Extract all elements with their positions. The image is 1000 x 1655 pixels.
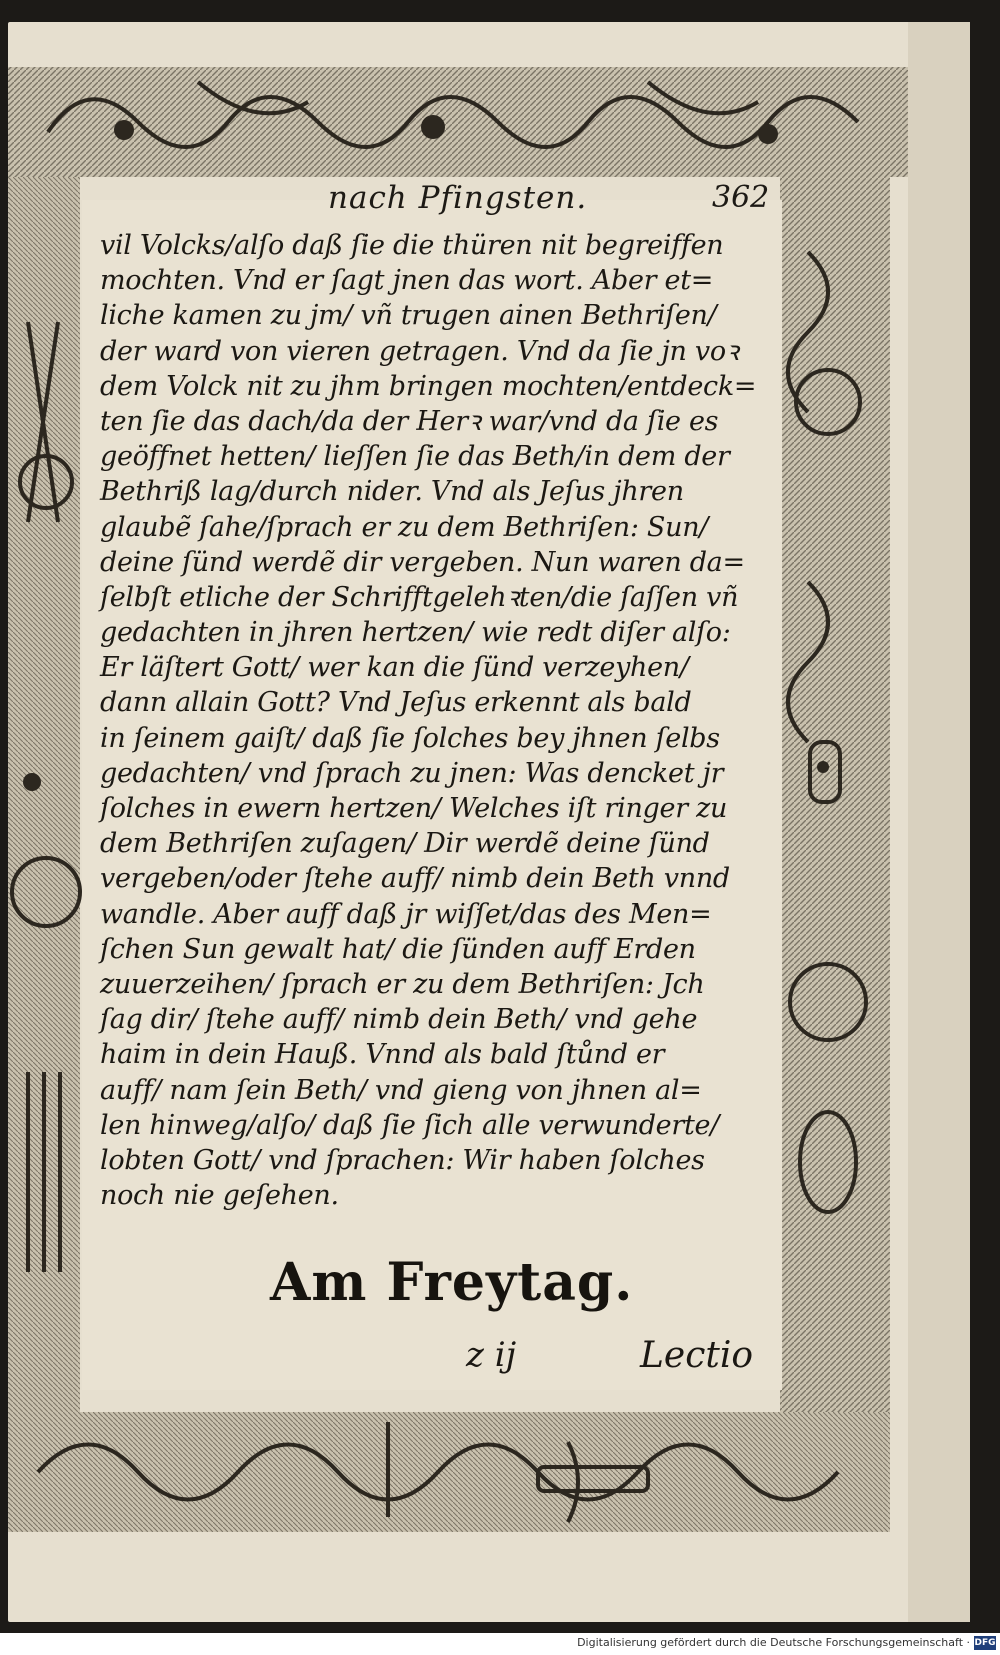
text-line: dann allain Gott? Vnd Jeſus erkennt als bald <box>100 687 692 719</box>
text-line: len hinweg/alſo/ daß ſie ſich alle verwunderte/ <box>100 1109 719 1141</box>
text-line: haim in dein Hauß. Vnnd als bald ſtůnd er <box>100 1039 665 1071</box>
section-heading: Am Freytag. <box>270 1252 634 1313</box>
text-line: gedachten in jhren hertzen/ wie redt diſer alſo: <box>100 617 731 649</box>
running-head: nach Pfingsten. <box>328 180 588 216</box>
text-line: auff/ nam ſein Beth/ vnd gieng von jhnen al= <box>100 1074 702 1106</box>
text-line: ſchen Sun gewalt hat/ die ſünden auff Erden <box>100 933 696 965</box>
text-line: lobten Gott/ vnd ſprachen: Wir haben ſolches <box>100 1144 705 1176</box>
text-line: liche kamen zu jm/ vñ trugen ainen Bethriſen/ <box>100 300 717 332</box>
text-line: noch nie geſehen. <box>100 1180 339 1212</box>
text-line: ſelbſt etliche der Schrifftgelehꝛten/die ſaſſen vñ <box>100 581 739 613</box>
body-text <box>100 228 780 1213</box>
page-number: 362 <box>712 180 770 215</box>
text-line: in ſeinem gaiſt/ daß ſie ſolches bey jhnen ſelbs <box>100 722 720 754</box>
text-line: ten ſie das dach/da der Herꝛ war/vnd da ſie es <box>100 405 719 437</box>
footer-credit: Digitalisierung gefördert durch die Deutsche Forschungsgemeinschaft · <box>577 1636 970 1649</box>
signature-mark: z ij <box>466 1335 517 1375</box>
text-line: zuuerzeihen/ ſprach er zu dem Bethriſen: Jch <box>100 968 705 1000</box>
text-line: mochten. Vnd er ſagt jnen das wort. Aber et= <box>100 265 714 297</box>
catchword: Lectio <box>640 1335 754 1376</box>
text-line: ſag dir/ ſtehe auff/ nimb dein Beth/ vnd gehe <box>100 1004 698 1036</box>
text-line: dem Bethriſen zuſagen/ Dir werdẽ deine ſünd <box>100 828 710 860</box>
dfg-logo: DFG <box>974 1638 996 1648</box>
text-line: gedachten/ vnd ſprach zu jnen: Was dencket jr <box>100 757 724 789</box>
text-line: dem Volck nit zu jhm bringen mochten/entdeck= <box>100 370 757 402</box>
text-line: vergeben/oder ſtehe auff/ nimb dein Beth vnnd <box>100 863 730 895</box>
text-line: der ward von vieren getragen. Vnd da ſie jn voꝛ <box>100 335 739 367</box>
text-line: geöffnet hetten/ lieſſen ſie das Beth/in dem der <box>100 441 730 473</box>
text-line: vil Volcks/alſo daß ſie die thüren nit begreiffen <box>100 230 724 261</box>
text-line: ſolches in ewern hertzen/ Welches iſt ringer zu <box>100 793 728 824</box>
text-line: Bethriß lag/durch nider. Vnd als Jeſus jhren <box>100 476 684 508</box>
text-line: Er läſtert Gott/ wer kan die ſünd verzeyhen/ <box>100 652 689 684</box>
text-line: deine ſünd werdẽ dir vergeben. Nun waren da= <box>100 546 745 578</box>
text-line: glaubẽ ſahe/ſprach er zu dem Bethriſen: Sun/ <box>100 511 709 543</box>
text-line: wandle. Aber auff daß jr wiſſet/das des Men= <box>100 898 712 930</box>
